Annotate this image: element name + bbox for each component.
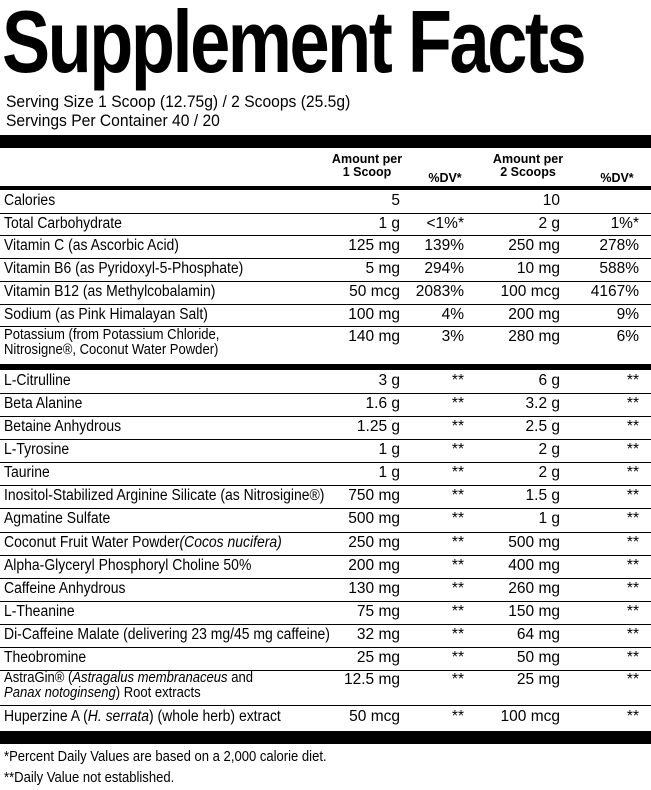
dv-2-scoops: 4167%	[590, 282, 639, 300]
row-name	[4, 373, 71, 389]
amount-2-scoops: 1.5 g	[525, 487, 560, 505]
table-row-astragin	[0, 670, 651, 705]
amount-2-scoops: 280 mg	[508, 328, 560, 345]
dv-2-scoops: 278%	[599, 237, 639, 255]
row-name	[4, 216, 122, 232]
table-row	[0, 213, 651, 236]
amount-2-scoops: 200 mg	[508, 305, 560, 323]
dv-1-scoop: **	[451, 487, 464, 505]
dv-1-scoop: 2083%	[415, 282, 464, 300]
amount-1-scoop: 200 mg	[348, 556, 400, 574]
table-row	[0, 462, 651, 485]
row-name-text: Total Carbohydrate	[4, 214, 122, 232]
dv-2-scoops: **	[626, 372, 639, 389]
dv-1-scoop: **	[451, 556, 464, 574]
amount-2-scoops: 2 g	[538, 214, 560, 232]
amount-1-scoop: 1 g	[378, 464, 400, 482]
dv-1-scoop: **	[451, 510, 464, 528]
row-name-latin: (Cocos nucifera)	[179, 533, 282, 551]
amount-1-scoop: 1 g	[378, 441, 400, 459]
amount-2-scoops: 2.5 g	[525, 418, 560, 436]
amount-2-scoops: 400 mg	[508, 556, 560, 574]
astragin-text-a: AstraGin® (	[4, 670, 73, 686]
row-name	[4, 650, 86, 666]
servings-per-container: Servings Per Container 40 / 20	[6, 111, 220, 130]
dv-2-scoops: **	[626, 671, 639, 688]
dv-1-scoop: **	[451, 671, 464, 688]
amount-1-scoop: 3 g	[378, 372, 400, 389]
amount-1-scoop: 75 mg	[356, 602, 400, 620]
amount-1-scoop: 1.25 g	[356, 418, 400, 436]
amount-2-scoops: 50 mg	[516, 648, 560, 666]
dv-2-scoops: 588%	[599, 260, 639, 278]
astragin-text-c: and	[227, 670, 254, 686]
dv-2-scoops: 9%	[616, 305, 639, 323]
dv-2-scoops: **	[626, 625, 639, 643]
table-row	[0, 578, 651, 601]
amount-2-scoops: 10 mg	[516, 260, 560, 278]
amount-1-scoop: 50 mcg	[349, 282, 400, 300]
table-row	[0, 485, 651, 508]
dv-1-scoop: **	[451, 464, 464, 482]
astragin-line1	[4, 671, 253, 686]
table-row-potassium	[0, 326, 651, 364]
amount-2-scoops: 1 g	[538, 510, 560, 528]
amount-1-scoop: 50 mcg	[349, 708, 400, 725]
header-amount-1-scoop	[327, 153, 407, 179]
footnote-dv-not-established: **Daily Value not established.	[4, 770, 175, 786]
table-row	[0, 508, 651, 531]
bottom-thick-rule	[0, 731, 651, 744]
serving-size: Serving Size 1 Scoop (12.75g) / 2 Scoops (25.5g)	[6, 92, 351, 111]
amount-2-scoops: 100 mcg	[500, 708, 560, 725]
dv-1-scoop: **	[451, 441, 464, 459]
amount-1-scoop: 140 mg	[348, 328, 400, 345]
amount-1-scoop: 32 mg	[356, 625, 400, 643]
dv-2-scoops: 6%	[616, 328, 639, 345]
dv-2-scoops: **	[626, 395, 639, 413]
row-name-text: Vitamin B6 (as Pyridoxyl-5-Phosphate)	[4, 260, 244, 278]
amount-1-scoop: 12.5 mg	[343, 671, 400, 688]
amount-2-scoops: 3.2 g	[525, 395, 560, 413]
row-name	[4, 627, 330, 643]
amount-1-scoop: 750 mg	[348, 487, 400, 505]
dv-1-scoop: <1%*	[426, 214, 464, 232]
amount-2-scoops: 2 g	[538, 441, 560, 459]
row-name-text: Calories	[4, 192, 56, 209]
dv-1-scoop: 4%	[441, 305, 464, 323]
dv-1-scoop: **	[451, 579, 464, 597]
row-name	[4, 238, 179, 254]
amount-1-scoop: 1 g	[378, 214, 400, 232]
dv-2-scoops: **	[626, 487, 639, 505]
amount-1-scoop: 5	[391, 192, 400, 209]
dv-1-scoop: 139%	[424, 237, 464, 255]
table-row	[0, 647, 651, 670]
astragin-text-d: ) Root extracts	[115, 685, 201, 701]
row-name-text: Caffeine Anhydrous	[4, 579, 126, 597]
dv-1-scoop: **	[451, 625, 464, 643]
dv-1-scoop: **	[451, 708, 464, 725]
header-amount1-line2: 1 Scoop	[342, 165, 392, 179]
row-name-text: Beta Alanine	[4, 395, 83, 413]
header-amount1-line1: Amount per	[331, 152, 403, 166]
dv-1-scoop: **	[451, 395, 464, 413]
amount-1-scoop: 25 mg	[356, 648, 400, 666]
row-name-text: Coconut Fruit Water Powder	[4, 533, 180, 551]
dv-2-scoops: **	[626, 533, 639, 551]
row-name	[4, 604, 75, 620]
amount-2-scoops: 10	[542, 192, 560, 209]
row-name-text: Alpha-Glyceryl Phosphoryl Choline 50%	[4, 556, 252, 574]
row-name-text: L-Citrulline	[4, 372, 71, 389]
header-amount-2-scoops	[486, 153, 570, 179]
row-name	[4, 465, 50, 481]
dv-1-scoop: **	[451, 372, 464, 389]
amount-2-scoops: 6 g	[538, 372, 560, 389]
dv-2-scoops: **	[626, 648, 639, 666]
huperzine-text-c: ) (whole herb) extract	[149, 708, 281, 725]
row-name	[4, 307, 208, 323]
table-row	[0, 624, 651, 647]
dv-1-scoop: **	[451, 418, 464, 436]
potassium-line2: Nitrosigne®, Coconut Water Powder)	[4, 342, 219, 358]
amount-1-scoop: 1.6 g	[365, 395, 400, 413]
amount-2-scoops: 2 g	[538, 464, 560, 482]
dv-2-scoops: **	[626, 708, 639, 725]
table-row	[0, 532, 651, 555]
amount-2-scoops: 64 mg	[516, 625, 560, 643]
dv-1-scoop: **	[451, 602, 464, 620]
amount-1-scoop: 100 mg	[348, 305, 400, 323]
row-name	[4, 558, 251, 574]
dv-2-scoops: **	[626, 556, 639, 574]
row-name	[4, 193, 55, 209]
table-row	[0, 439, 651, 462]
amount-1-scoop: 125 mg	[348, 237, 400, 255]
table-row	[0, 555, 651, 578]
table-row-huperzine	[0, 706, 651, 729]
panel-title: Supplement Facts	[2, 0, 585, 91]
table-row	[0, 416, 651, 439]
astragin-latin-1: Astragalus membranaceus	[72, 670, 228, 686]
header-dv-2: %DV*	[600, 171, 634, 185]
amount-2-scoops: 150 mg	[508, 602, 560, 620]
huperzine-text-a: Huperzine A (	[4, 708, 88, 725]
row-name-text: Agmatine Sulfate	[4, 510, 111, 528]
row-name	[4, 328, 219, 358]
row-name	[4, 581, 126, 597]
row-name	[4, 488, 324, 504]
serving-info	[6, 92, 350, 130]
dv-2-scoops: **	[626, 602, 639, 620]
table-row	[0, 235, 651, 258]
row-name	[4, 709, 281, 725]
amount-2-scoops: 25 mg	[516, 671, 560, 688]
row-name-text: L-Theanine	[4, 602, 75, 620]
row-name-text: L-Tyrosine	[4, 441, 70, 459]
table-row	[0, 281, 651, 304]
dv-2-scoops: 1%*	[610, 214, 639, 232]
row-name	[4, 396, 82, 412]
dv-1-scoop: **	[451, 533, 464, 551]
table-row	[0, 304, 651, 327]
row-name	[4, 442, 69, 458]
row-name-text: Vitamin B12 (as Methylcobalamin)	[4, 282, 216, 300]
dv-2-scoops: **	[626, 579, 639, 597]
dv-2-scoops: **	[626, 418, 639, 436]
table-row	[0, 190, 651, 213]
row-name	[4, 261, 243, 277]
dv-2-scoops: **	[626, 510, 639, 528]
dv-1-scoop: **	[451, 648, 464, 666]
header-amount2-line1: Amount per	[492, 152, 564, 166]
huperzine-latin: H. serrata	[87, 708, 150, 725]
footnote-percent-dv: *Percent Daily Values are based on a 2,000 calorie diet.	[4, 749, 327, 765]
row-name-text: Theobromine	[4, 648, 87, 666]
row-name	[4, 511, 110, 527]
table-row	[0, 393, 651, 416]
amount-2-scoops: 260 mg	[508, 579, 560, 597]
table-row	[0, 370, 651, 393]
table-row	[0, 258, 651, 281]
row-name-text: Betaine Anhydrous	[4, 418, 122, 436]
potassium-line1: Potassium (from Potassium Chloride,	[4, 327, 220, 343]
dv-2-scoops: **	[626, 441, 639, 459]
astragin-line2	[4, 686, 253, 701]
amount-1-scoop: 5 mg	[365, 260, 400, 278]
dv-1-scoop: 3%	[441, 328, 464, 345]
header-dv-1: %DV*	[428, 171, 462, 185]
dv-1-scoop: 294%	[424, 260, 464, 278]
amount-2-scoops: 500 mg	[508, 533, 560, 551]
row-name-text: Sodium (as Pink Himalayan Salt)	[4, 305, 208, 323]
dv-2-scoops: **	[626, 464, 639, 482]
top-thick-rule	[0, 135, 651, 148]
header-amount2-line2: 2 Scoops	[500, 165, 556, 179]
row-name	[4, 535, 282, 551]
astragin-latin-2: Panax notoginseng	[4, 685, 116, 701]
row-name-text: Di-Caffeine Malate (delivering 23 mg/45 mg caffeine)	[4, 625, 330, 643]
row-name	[4, 419, 121, 435]
row-name-text: Vitamin C (as Ascorbic Acid)	[4, 237, 179, 255]
row-name	[4, 671, 253, 701]
row-name-text: Inositol-Stabilized Arginine Silicate (as Nitrosigine®)	[4, 487, 325, 505]
amount-1-scoop: 250 mg	[348, 533, 400, 551]
amount-2-scoops: 100 mcg	[500, 282, 560, 300]
amount-2-scoops: 250 mg	[508, 237, 560, 255]
row-name	[4, 284, 215, 300]
row-name-text: Taurine	[4, 464, 50, 482]
table-row	[0, 601, 651, 624]
amount-1-scoop: 500 mg	[348, 510, 400, 528]
amount-1-scoop: 130 mg	[348, 579, 400, 597]
